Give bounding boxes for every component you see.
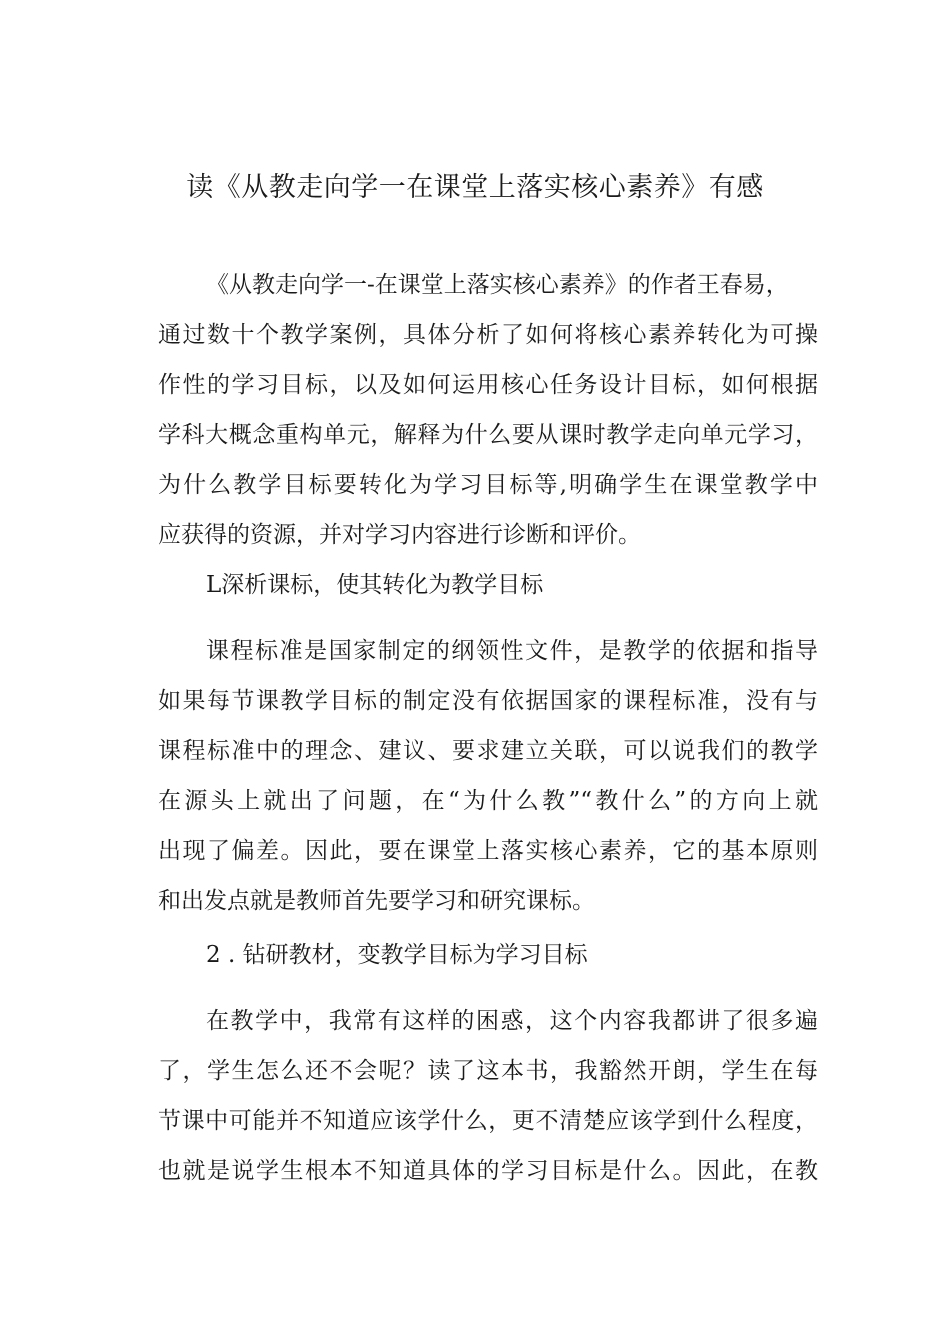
text-line: 出现了偏差。因此，要在课堂上落实核心素养，它的基本原则 bbox=[158, 838, 818, 864]
section-heading-2: 2 . 钻研教材，变教学目标为学习目标 bbox=[206, 942, 588, 968]
text-line: 如果每节课教学目标的制定没有依据国家的课程标准，没有与 bbox=[158, 688, 818, 714]
text-line: 课程标准中的理念、建议、要求建立关联，可以说我们的教学 bbox=[158, 738, 818, 764]
text-line: 和出发点就是教师首先要学习和研究课标。 bbox=[158, 888, 595, 914]
text-line: 为什么教学目标要转化为学习目标等,明确学生在课堂教学中 bbox=[158, 472, 818, 498]
text-line: 在源头上就出了问题，在“为什么教”“教什么”的方向上就 bbox=[158, 788, 818, 814]
text-line: 作性的学习目标，以及如何运用核心任务设计目标，如何根据 bbox=[158, 372, 818, 398]
text-line: 也就是说学生根本不知道具体的学习目标是什么。因此，在教 bbox=[158, 1158, 818, 1184]
text-line: 了，学生怎么还不会呢？读了这本书，我豁然开朗，学生在每 bbox=[158, 1058, 818, 1084]
text-line: 节课中可能并不知道应该学什么，更不清楚应该学到什么程度， bbox=[158, 1108, 818, 1134]
text-line: 课程标准是国家制定的纲领性文件，是教学的依据和指导 bbox=[206, 638, 818, 664]
text-line: 通过数十个教学案例，具体分析了如何将核心素养转化为可操 bbox=[158, 322, 818, 348]
document-title: 读《从教走向学一在课堂上落实核心素养》有感 bbox=[186, 172, 764, 203]
section-heading-1: L深析课标，使其转化为教学目标 bbox=[206, 572, 544, 598]
text-line: 在教学中，我常有这样的困惑，这个内容我都讲了很多遍 bbox=[206, 1008, 818, 1034]
text-line: 应获得的资源，并对学习内容进行诊断和评价。 bbox=[158, 522, 641, 548]
text-line: 学科大概念重构单元，解释为什么要从课时教学走向单元学习， bbox=[158, 422, 818, 448]
text-line: 《从教走向学一-在课堂上落实核心素养》的作者王春易， bbox=[206, 272, 789, 298]
